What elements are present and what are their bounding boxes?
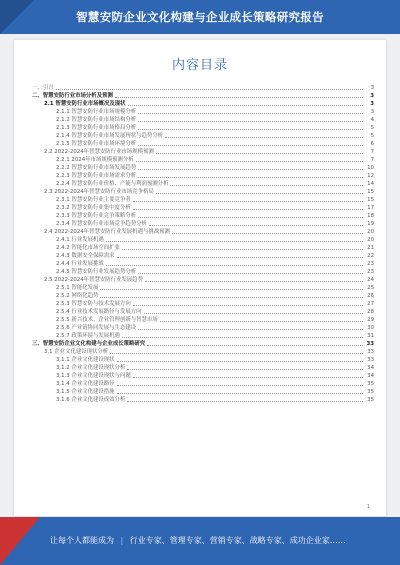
toc-entry-label: 2.1.1 智慧安防行业市场规模分析 (56, 109, 137, 115)
toc-title: 内容目录 (171, 58, 228, 73)
footer-role: 成功企业家…… (289, 536, 346, 545)
toc-dot-leader (145, 281, 363, 282)
toc-entry-page: 10 (367, 165, 374, 171)
footer-role: 行业专家 (129, 536, 162, 545)
toc-dot-leader (156, 153, 363, 154)
toc-entry[interactable] (32, 204, 374, 212)
toc-entry-label: 2.5.4 行业技术发展路径与发展方向 (56, 309, 142, 315)
toc-dot-leader (165, 137, 363, 138)
toc-entry[interactable] (32, 92, 374, 100)
toc-dot-leader (122, 337, 363, 338)
table-of-contents (32, 84, 374, 404)
toc-entry[interactable] (32, 108, 374, 116)
footer-bar (0, 517, 400, 565)
toc-entry-label: 3.1.2 企业文化建设现状分析 (56, 365, 126, 371)
toc-entry[interactable] (32, 268, 374, 276)
toc-entry-page: 31 (367, 333, 374, 339)
toc-entry-label: 2.4.5 智慧安防行业发展趋势分析 (56, 269, 137, 275)
toc-entry-page: 5 (370, 125, 374, 131)
toc-dot-leader (136, 161, 363, 162)
toc-dot-leader (127, 401, 363, 402)
toc-entry-label: 2.5.7 政策环境与发展机遇 (56, 333, 120, 339)
toc-dot-leader (147, 345, 363, 346)
toc-entry-label: 三、智慧安防企业文化构建与企业成长策略研究 (32, 341, 146, 347)
toc-entry-page: 35 (367, 381, 374, 387)
toc-entry-page: 29 (367, 317, 374, 323)
toc-entry[interactable] (32, 356, 374, 364)
toc-dot-leader (138, 217, 363, 218)
toc-entry-page: 25 (367, 285, 374, 291)
toc-dot-leader (106, 241, 363, 242)
toc-entry-label: 2.3.1 智慧安防行业主要竞争者 (56, 197, 131, 203)
toc-entry[interactable] (32, 396, 374, 404)
toc-entry-page: 3 (370, 85, 374, 91)
toc-entry-page: 6 (370, 141, 374, 147)
toc-dot-leader (117, 385, 363, 386)
toc-dot-leader (128, 105, 363, 106)
toc-dot-leader (138, 177, 363, 178)
toc-entry[interactable] (32, 212, 374, 220)
toc-entry-page: 3 (370, 93, 374, 99)
toc-entry[interactable] (32, 244, 374, 252)
toc-entry-label: 2.3 2022-2024年智慧安防行业市场竞争格局 (44, 189, 154, 195)
toc-entry-page: 30 (367, 325, 374, 331)
toc-entry-page: 15 (367, 197, 374, 203)
toc-entry[interactable] (32, 252, 374, 260)
toc-entry-page: 27 (367, 301, 374, 307)
toc-dot-leader (149, 225, 363, 226)
toc-entry-label: 2.4 2022-2024年智慧安防行业发展机遇与挑战预测 (44, 229, 170, 235)
toc-entry-page: 14 (367, 181, 374, 187)
toc-entry[interactable] (32, 164, 374, 172)
toc-entry-page: 7 (370, 157, 374, 163)
toc-entry[interactable] (32, 124, 374, 132)
toc-dot-leader (144, 313, 363, 314)
toc-entry-page: 17 (367, 205, 374, 211)
toc-entry[interactable] (32, 276, 374, 284)
toc-entry-page: 5 (370, 133, 374, 139)
toc-entry-label: 2.2.1 2024年市场规模预测分析 (56, 157, 134, 163)
toc-entry-page: 22 (367, 253, 374, 259)
toc-dot-leader (133, 201, 363, 202)
toc-entry[interactable] (32, 332, 374, 340)
toc-entry[interactable] (32, 228, 374, 236)
toc-entry[interactable] (32, 156, 374, 164)
toc-entry[interactable] (32, 148, 374, 156)
toc-dot-leader (138, 113, 363, 114)
toc-entry-label: 2.5.5 新兴技术、企业管理创新与智慧市场 (56, 317, 158, 323)
toc-entry-page: 19 (367, 221, 374, 227)
toc-entry-label: 3.1.6 企业文化建设成效分析 (56, 397, 126, 403)
toc-dot-leader (122, 249, 363, 250)
toc-entry-label: 2.5.1 智能化发展 (56, 285, 99, 291)
toc-entry[interactable] (32, 260, 374, 268)
toc-dot-leader (172, 233, 363, 234)
toc-entry-label: 2.5.3 智慧安防与技术发展方向 (56, 301, 131, 307)
toc-entry-label: 一、引言 (32, 85, 54, 91)
toc-entry-label: 2.5.2 网络化趋势 (56, 293, 99, 299)
toc-entry-page: 33 (366, 341, 374, 347)
toc-entry[interactable] (32, 284, 374, 292)
toc-dot-leader (133, 305, 363, 306)
toc-entry[interactable] (32, 308, 374, 316)
toc-entry-label: 2.2.4 智慧安防行业价格、产能与利润预测分析 (56, 181, 169, 187)
toc-entry[interactable] (32, 236, 374, 244)
toc-dot-leader (110, 353, 363, 354)
toc-entry[interactable] (32, 340, 374, 348)
toc-dot-leader (170, 185, 363, 186)
toc-entry-page: 20 (367, 229, 374, 235)
toc-entry-page: 33 (367, 357, 374, 363)
toc-entry-page: 34 (367, 373, 374, 379)
header-bar (0, 0, 400, 34)
toc-entry-page: 35 (367, 397, 374, 403)
toc-dot-leader (133, 377, 363, 378)
toc-entry[interactable] (32, 116, 374, 124)
toc-dot-leader (156, 193, 363, 194)
toc-dot-leader (160, 321, 363, 322)
toc-entry-label: 2.1.5 智慧安防行业市场环境分析 (56, 141, 137, 147)
toc-entry-label: 3.1.4 企业文化建设路径 (56, 381, 115, 387)
toc-entry-page: 24 (367, 277, 374, 283)
toc-entry[interactable] (32, 220, 374, 228)
toc-entry-label: 2.5 2022-2024年智慧安防行业发展趋势 (44, 277, 143, 283)
toc-dot-leader (138, 145, 363, 146)
toc-entry-label: 2.5.6 产业链协同发展与生态建设 (56, 325, 137, 331)
toc-dot-leader (138, 169, 363, 170)
toc-entry-page: 26 (367, 293, 374, 299)
toc-entry-page: 28 (367, 309, 374, 315)
toc-entry-label: 2.3.3 智慧安防行业竞争策略分析 (56, 213, 137, 219)
toc-entry-label: 2.4.1 行业发展机遇 (56, 237, 104, 243)
toc-dot-leader (133, 209, 363, 210)
footer-accent (0, 517, 40, 565)
toc-entry[interactable] (32, 348, 374, 356)
toc-entry[interactable] (32, 292, 374, 300)
toc-entry[interactable] (32, 316, 374, 324)
toc-entry-page: 34 (367, 365, 374, 371)
toc-entry-label: 3.1.3 企业文化建设现状与问题 (56, 373, 131, 379)
toc-entry-label: 3.1 企业文化建设现状分析 (44, 349, 109, 355)
document-page (14, 40, 386, 516)
footer-role: 战略专家 (249, 536, 282, 545)
toc-entry[interactable] (32, 132, 374, 140)
toc-entry[interactable] (32, 380, 374, 388)
toc-entry-page: 33 (367, 349, 374, 355)
toc-entry-label: 2.4.3 数据安全保障需求 (56, 253, 115, 259)
toc-entry-label: 2.1.3 智慧安防行业市场格局分析 (56, 125, 137, 131)
footer-divider: | (120, 536, 124, 545)
toc-entry[interactable] (32, 140, 374, 148)
report-title: 智慧安防企业文化构建与企业成长策略研究报告 (76, 10, 324, 24)
footer-role: 营销专家 (209, 536, 242, 545)
toc-entry-label: 2.2.2 智慧安防行业市场发展趋势 (56, 165, 137, 171)
footer-roles (130, 536, 346, 545)
toc-entry-page: 12 (367, 173, 374, 179)
footer-slogan-line (50, 535, 346, 546)
toc-dot-leader (117, 393, 363, 394)
toc-entry-page: 23 (367, 269, 374, 275)
toc-entry[interactable] (32, 180, 374, 188)
toc-entry-page: 15 (367, 189, 374, 195)
toc-entry-page: 18 (367, 213, 374, 219)
toc-entry[interactable] (32, 196, 374, 204)
toc-entry[interactable] (32, 188, 374, 196)
footer-slogan: 让每个人都能成为 (50, 536, 114, 545)
footer-role: 管理专家 (169, 536, 202, 545)
toc-entry-page: 23 (367, 261, 374, 267)
toc-entry-label: 2.3.4 智慧安防行业市场竞争趋势分析 (56, 221, 147, 227)
toc-entry-label: 二、智慧安防行业市场分析及预测 (32, 93, 113, 99)
toc-entry[interactable] (32, 388, 374, 396)
toc-entry-label: 2.3.2 智慧安防行业集中度分析 (56, 205, 131, 211)
toc-entry-label: 2.1.2 智慧安防行业市场结构分析 (56, 117, 137, 123)
toc-entry[interactable] (32, 172, 374, 180)
toc-entry-label: 2.1.4 智慧安防行业市场发展现状与趋势分析 (56, 133, 164, 139)
toc-entry-label: 2.2.3 智慧安防行业市场需求分析 (56, 173, 137, 179)
toc-entry-page: 35 (367, 389, 374, 395)
toc-dot-leader (117, 257, 363, 258)
toc-entry-page: 3 (370, 101, 374, 107)
toc-entry[interactable] (32, 364, 374, 372)
toc-entry-page: 7 (370, 149, 374, 155)
toc-dot-leader (127, 369, 363, 370)
toc-dot-leader (115, 97, 363, 98)
footer-role-separator: 、 (161, 536, 170, 545)
page-number: 1 (366, 504, 370, 510)
toc-dot-leader (138, 329, 363, 330)
footer-role-separator: 、 (241, 536, 250, 545)
toc-entry[interactable] (32, 300, 374, 308)
toc-entry-label: 2.2 2022-2024年智慧安防行业市场规模预测 (44, 149, 154, 155)
toc-entry-page: 4 (370, 117, 374, 123)
toc-entry-label: 2.4.2 智能化市场空间扩张 (56, 245, 120, 251)
toc-dot-leader (100, 297, 363, 298)
footer-role-separator: 、 (281, 536, 290, 545)
toc-entry-label: 3.1.5 企业文化建设措施 (56, 389, 115, 395)
toc-entry[interactable] (32, 324, 374, 332)
footer-role-separator: 、 (201, 536, 210, 545)
toc-dot-leader (117, 361, 363, 362)
toc-entry-label: 2.1 智慧安防行业市场概况及现状 (44, 101, 126, 107)
toc-dot-leader (138, 273, 363, 274)
toc-entry-label: 3.1.1 企业文化建设现状 (56, 357, 115, 363)
toc-entry[interactable] (32, 84, 374, 92)
toc-entry-page: 21 (367, 245, 374, 251)
toc-dot-leader (106, 265, 363, 266)
toc-entry-page: 3 (370, 109, 374, 115)
toc-dot-leader (138, 121, 363, 122)
toc-dot-leader (56, 89, 363, 90)
toc-dot-leader (138, 129, 363, 130)
toc-entry-page: 20 (367, 237, 374, 243)
toc-entry[interactable] (32, 100, 374, 108)
toc-entry[interactable] (32, 372, 374, 380)
toc-entry-label: 2.4.4 行业发展挑战 (56, 261, 104, 267)
toc-dot-leader (100, 289, 363, 290)
